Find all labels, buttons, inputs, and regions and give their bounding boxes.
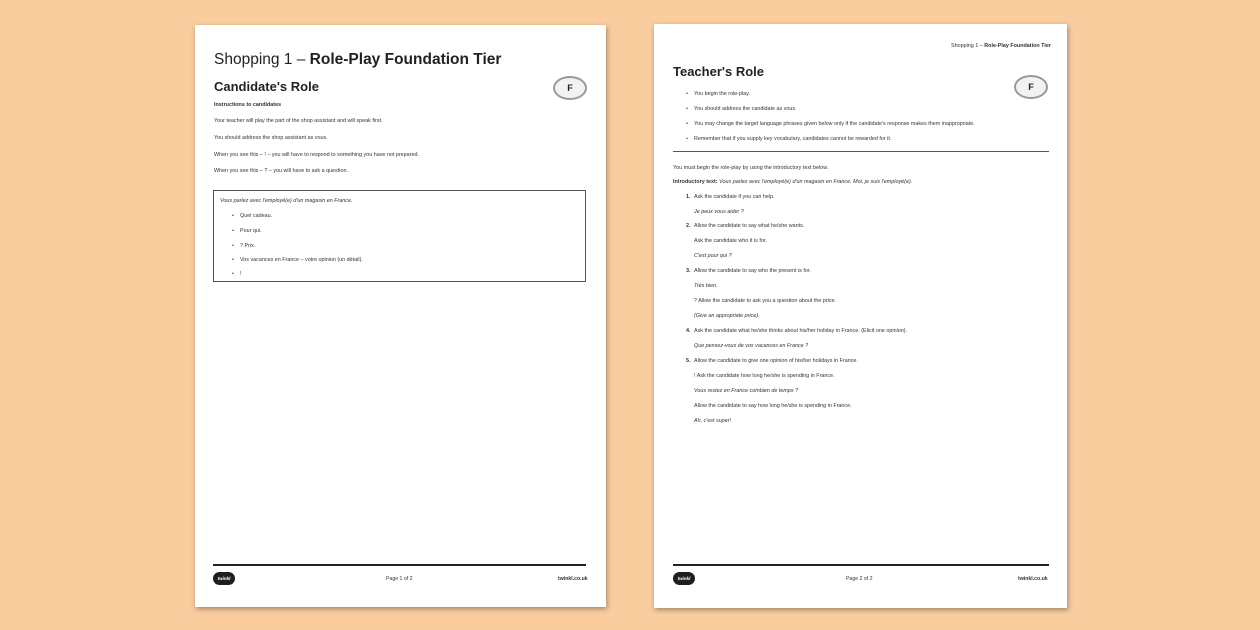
instructions-heading: Instructions to candidates xyxy=(214,102,282,108)
scenario-item: • ! xyxy=(240,271,242,277)
step-line xyxy=(686,328,908,334)
step-phrase: Ah, c'est super! xyxy=(694,418,731,424)
step-text: Ask the candidate if you can help. xyxy=(694,194,775,200)
step-text: Allow the candidate to say what he/she wants. xyxy=(694,223,805,229)
page-number: Page 1 of 2 xyxy=(386,576,413,582)
step-number: 1. xyxy=(686,194,691,200)
page-title xyxy=(214,51,501,69)
scenario-intro: Vous parlez avec l'employé(e) d'un magasin en France. xyxy=(220,198,353,204)
step-text: Allow the candidate to give one opinion of his/her holidays in France. xyxy=(694,358,858,364)
intro-label: Introductory text: xyxy=(673,179,718,185)
role-heading: Teacher's Role xyxy=(673,64,764,79)
teacher-bullet: • You may change the target language phrases given below only if the candidate's response makes them inappropriate. xyxy=(694,121,975,127)
step-line xyxy=(686,223,805,229)
step-phrase: Très bien. xyxy=(694,283,718,289)
step-phrase: (Give an appropriate price). xyxy=(694,313,760,319)
running-header-prefix: Shopping 1 – xyxy=(951,43,985,49)
footer-divider xyxy=(673,564,1049,566)
section-divider xyxy=(673,151,1049,152)
scenario-item: • Pour qui. xyxy=(240,228,262,234)
scenario-item: • ? Prix. xyxy=(240,243,255,249)
teacher-bullet: • You begin the role-play. xyxy=(694,91,750,97)
step-phrase: Je peux vous aider ? xyxy=(694,209,744,215)
running-header xyxy=(951,43,1051,49)
tier-badge: F xyxy=(1014,75,1048,99)
instruction-line: You should address the shop assistant as vous. xyxy=(214,135,328,141)
step-text: Allow the candidate to say how long he/she is spending in France. xyxy=(694,403,852,409)
twinkl-logo: twinkl xyxy=(213,572,235,585)
step-text: Ask the candidate what he/she thinks about his/her holiday in France. (Elicit one opinion). xyxy=(694,328,908,334)
site-link[interactable]: twinkl.co.uk xyxy=(1018,576,1048,582)
teacher-role-page xyxy=(654,24,1067,608)
instruction-line: When you see this – ? – you will have to ask a question. xyxy=(214,168,348,174)
step-line xyxy=(686,194,775,200)
step-text: ? Allow the candidate to ask you a question about the price. xyxy=(694,298,837,304)
running-header-main: Role-Play Foundation Tier xyxy=(984,43,1051,49)
step-phrase: Vous restez en France combien de temps ? xyxy=(694,388,799,394)
site-link[interactable]: twinkl.co.uk xyxy=(558,576,588,582)
step-text: Ask the candidate who it is for. xyxy=(694,238,767,244)
instruction-line: Your teacher will play the part of the shop assistant and will speak first. xyxy=(214,118,383,124)
title-prefix: Shopping 1 – xyxy=(214,51,310,68)
step-line xyxy=(686,358,858,364)
step-number: 3. xyxy=(686,268,691,274)
step-number: 2. xyxy=(686,223,691,229)
scenario-item: • Quel cadeau. xyxy=(240,213,272,219)
scenario-item: • Vos vacances en France – votre opinion (un détail). xyxy=(240,257,363,263)
step-number: 5. xyxy=(686,358,691,364)
scenario-box xyxy=(213,190,586,282)
tier-badge: F xyxy=(553,76,587,100)
step-number: 4. xyxy=(686,328,691,334)
step-text: Allow the candidate to say who the present is for. xyxy=(694,268,811,274)
step-phrase: Que pensez-vous de vos vacances en France ? xyxy=(694,343,809,349)
teacher-bullet: • Remember that if you supply key vocabulary, candidates cannot be rewarded for it. xyxy=(694,136,891,142)
intro-text-value: Vous parlez avec l'employé(e) d'un magasin en France. Moi, je suis l'employé(e). xyxy=(719,179,913,185)
teacher-bullet: • You should address the candidate as vous. xyxy=(694,106,797,112)
step-text: ! Ask the candidate how long he/she is spending in France. xyxy=(694,373,835,379)
twinkl-logo: twinkl xyxy=(673,572,695,585)
instruction-line: When you see this – ! – you will have to respond to something you have not prepared. xyxy=(214,152,419,158)
intro-text xyxy=(673,179,912,185)
footer-divider xyxy=(213,564,586,566)
page-number: Page 2 of 2 xyxy=(846,576,873,582)
step-phrase: C'est pour qui ? xyxy=(694,253,732,259)
title-main: Role-Play Foundation Tier xyxy=(309,51,502,68)
candidate-role-page xyxy=(195,25,606,607)
intro-line: You must begin the role-play by using the introductory text below. xyxy=(673,165,829,171)
role-heading: Candidate's Role xyxy=(214,79,319,94)
step-line xyxy=(686,268,811,274)
